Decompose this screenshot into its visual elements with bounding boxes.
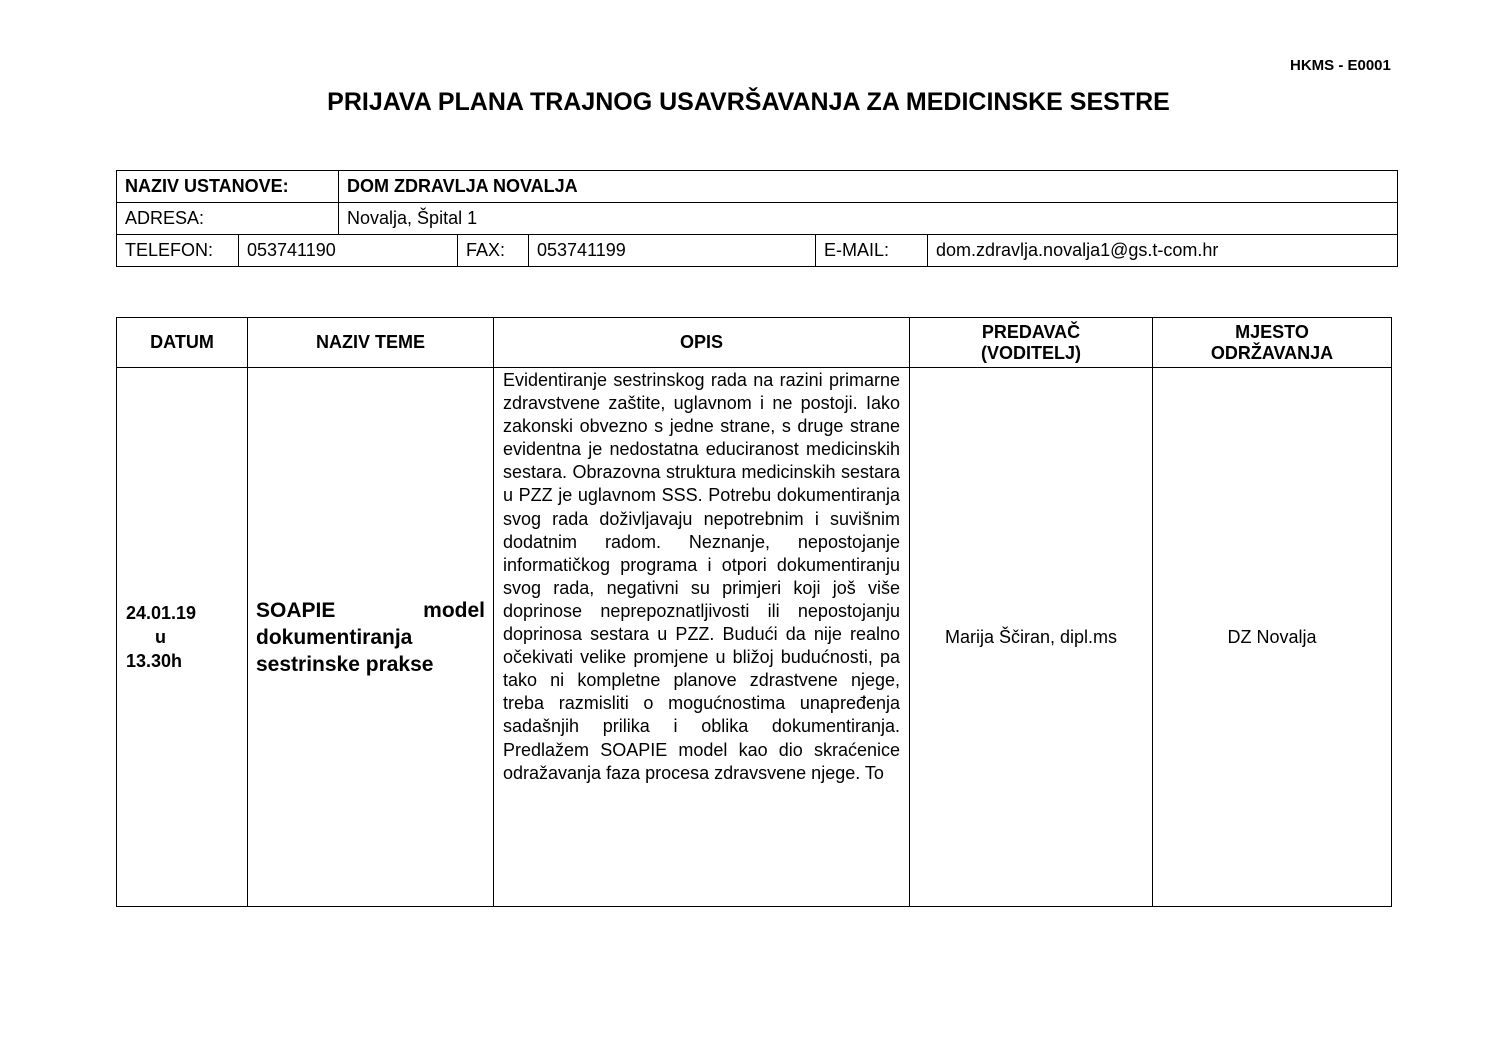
institution-name-label: NAZIV USTANOVE: (117, 171, 339, 203)
lecturer-cell: Marija Ščiran, dipl.ms (910, 368, 1153, 907)
institution-address-row (117, 203, 1398, 235)
header-lecturer-line2: (VODITELJ) (980, 342, 1081, 363)
table-row (117, 368, 1392, 907)
phone-value: 053741190 (239, 235, 458, 267)
description-cell (494, 368, 910, 907)
header-lecturer-line1: PREDAVAČ (981, 321, 1081, 342)
plan-table (116, 317, 1392, 907)
institution-name-row (117, 171, 1398, 203)
header-topic: NAZIV TEME (248, 318, 494, 368)
plan-header-row (117, 318, 1392, 368)
description-clip (503, 369, 900, 905)
date-line1: 24.01.19 (126, 603, 197, 623)
email-label: E-MAIL: (816, 235, 928, 267)
fax-label: FAX: (458, 235, 529, 267)
date-line3: 13.30h (126, 651, 183, 671)
description-text: Evidentiranje sestrinskog rada na razini primarne zdravstvene zaštite, uglavnom i ne postoji. Iako zakonski obvezno s jedne strane, s druge strane evidentna je nedostatna educiranost medicinskih sestara. Obrazovna struktura medicinskih sestara u PZZ je uglavnom SSS. Potrebu dokumentiranja svog rada doživljavaju nepotrebnim i suvišnim dodatnim radom. Neznanje, nepostojanje informatičkog programa i otpori dokumentiranju svog rada, negativni su primjeri koji još više doprinose neprepoznatljivosti ili nepostojanju doprinosa sestara u PZZ. Budući da nije realno očekivati velike promjene u bližoj budućnosti, pa tako ni kompletne planove zdrastvene njege, treba razmisliti o mogućnostima unapređenja sadašnjih prilika i oblika dokumentiranja. Predlažem SOAPIE model kao dio skraćenice odražavanja faza procesa zdravsvene njege. To (503, 370, 900, 783)
header-description: OPIS (494, 318, 910, 368)
institution-name-value: DOM ZDRAVLJA NOVALJA (339, 171, 1398, 203)
email-value: dom.zdravlja.novalja1@gs.t-com.hr (928, 235, 1398, 267)
location-cell: DZ Novalja (1153, 368, 1392, 907)
address-value: Novalja, Špital 1 (339, 203, 1398, 235)
fax-value: 053741199 (529, 235, 816, 267)
institution-table (116, 170, 1398, 267)
address-label: ADRESA: (117, 203, 339, 235)
header-location-line1: MJESTO (1235, 321, 1309, 342)
header-date: DATUM (117, 318, 248, 368)
header-lecturer (910, 318, 1153, 368)
topic-cell: SOAPIE model dokumentiranja sestrinske prakse (248, 368, 494, 907)
header-location-line2: ODRŽAVANJA (1210, 342, 1334, 363)
document-title: PRIJAVA PLANA TRAJNOG USAVRŠAVANJA ZA MEDICINSKE SESTRE (327, 88, 1170, 116)
document-code: HKMS - E0001 (1290, 57, 1391, 74)
date-line2: u (155, 627, 166, 647)
phone-label: TELEFON: (117, 235, 239, 267)
date-cell (117, 368, 248, 907)
institution-contact-row (117, 235, 1398, 267)
header-location (1153, 318, 1392, 368)
